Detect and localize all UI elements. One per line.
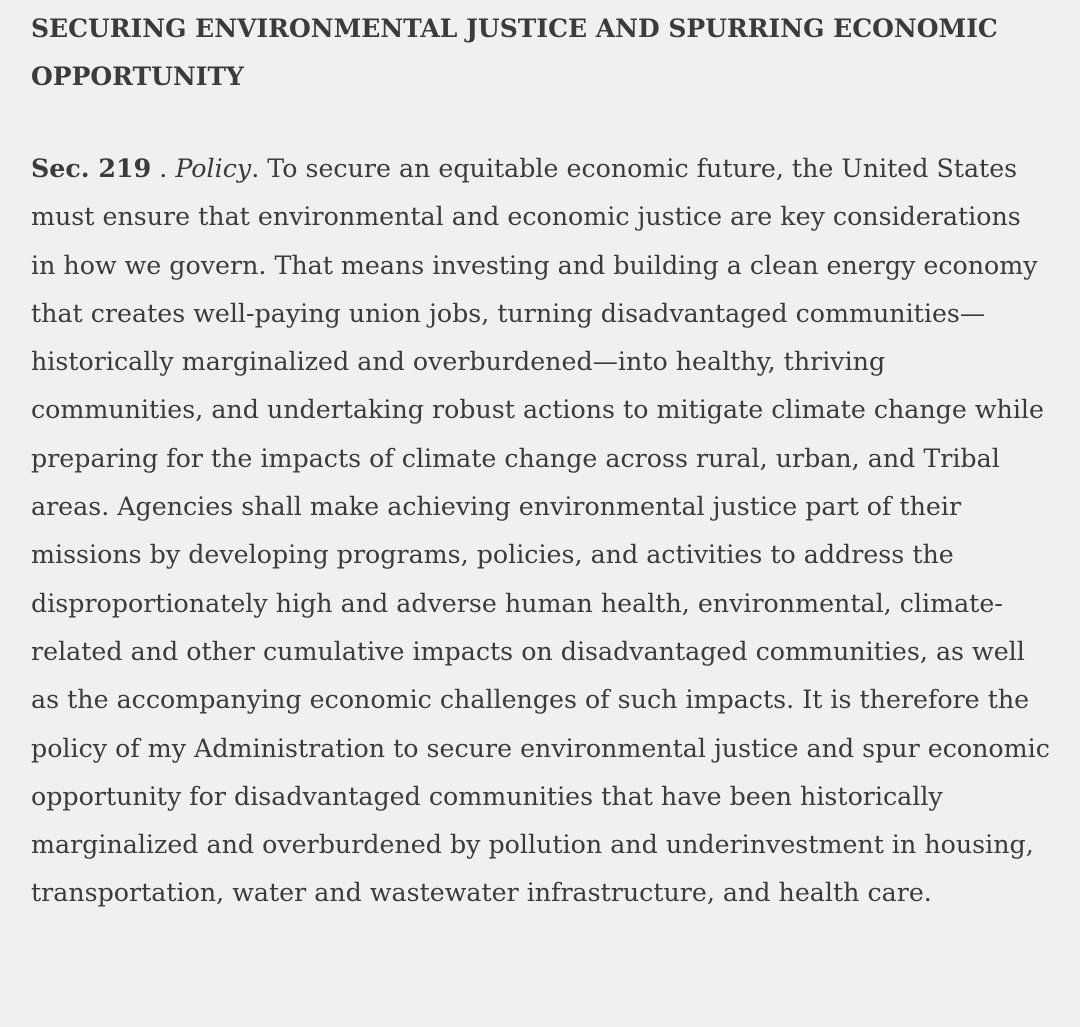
section-title: Policy: [175, 154, 252, 183]
section-title-suffix: .: [251, 154, 268, 183]
document: [31, 5, 1051, 918]
section-separator: .: [151, 154, 176, 183]
section-heading: SECURING ENVIRONMENTAL JUSTICE AND SPURRING ECONOMIC OPPORTUNITY: [31, 14, 998, 91]
section-number: Sec. 219: [31, 153, 152, 183]
section-paragraph: [31, 144, 1051, 918]
section-body: To secure an equitable economic future, the United States must ensure that environmental and economic justice are key considerations in how we govern. That means investing and building a clean energy economy that creates well-paying union jobs, turning disadvantaged communities—historically marginalized and overburdened—into healthy, thriving communities, and undertaking robust actions to mitigate climate change while preparing for the impacts of climate change across rural, urban, and Tribal areas. Agencies shall make achieving environmental justice part of their missions by developing programs, policies, and activities to address the disproportionately high and adverse human health, environmental, climate-related and other cumulative impacts on disadvantaged communities, as well as the accompanying economic challenges of such impacts. It is therefore the policy of my Administration to secure environmental justice and spur economic opportunity for disadvantaged communities that have been historically marginalized and overburdened by pollution and underinvestment in housing, transportation, water and wastewater infrastructure, and health care.: [31, 154, 1050, 908]
